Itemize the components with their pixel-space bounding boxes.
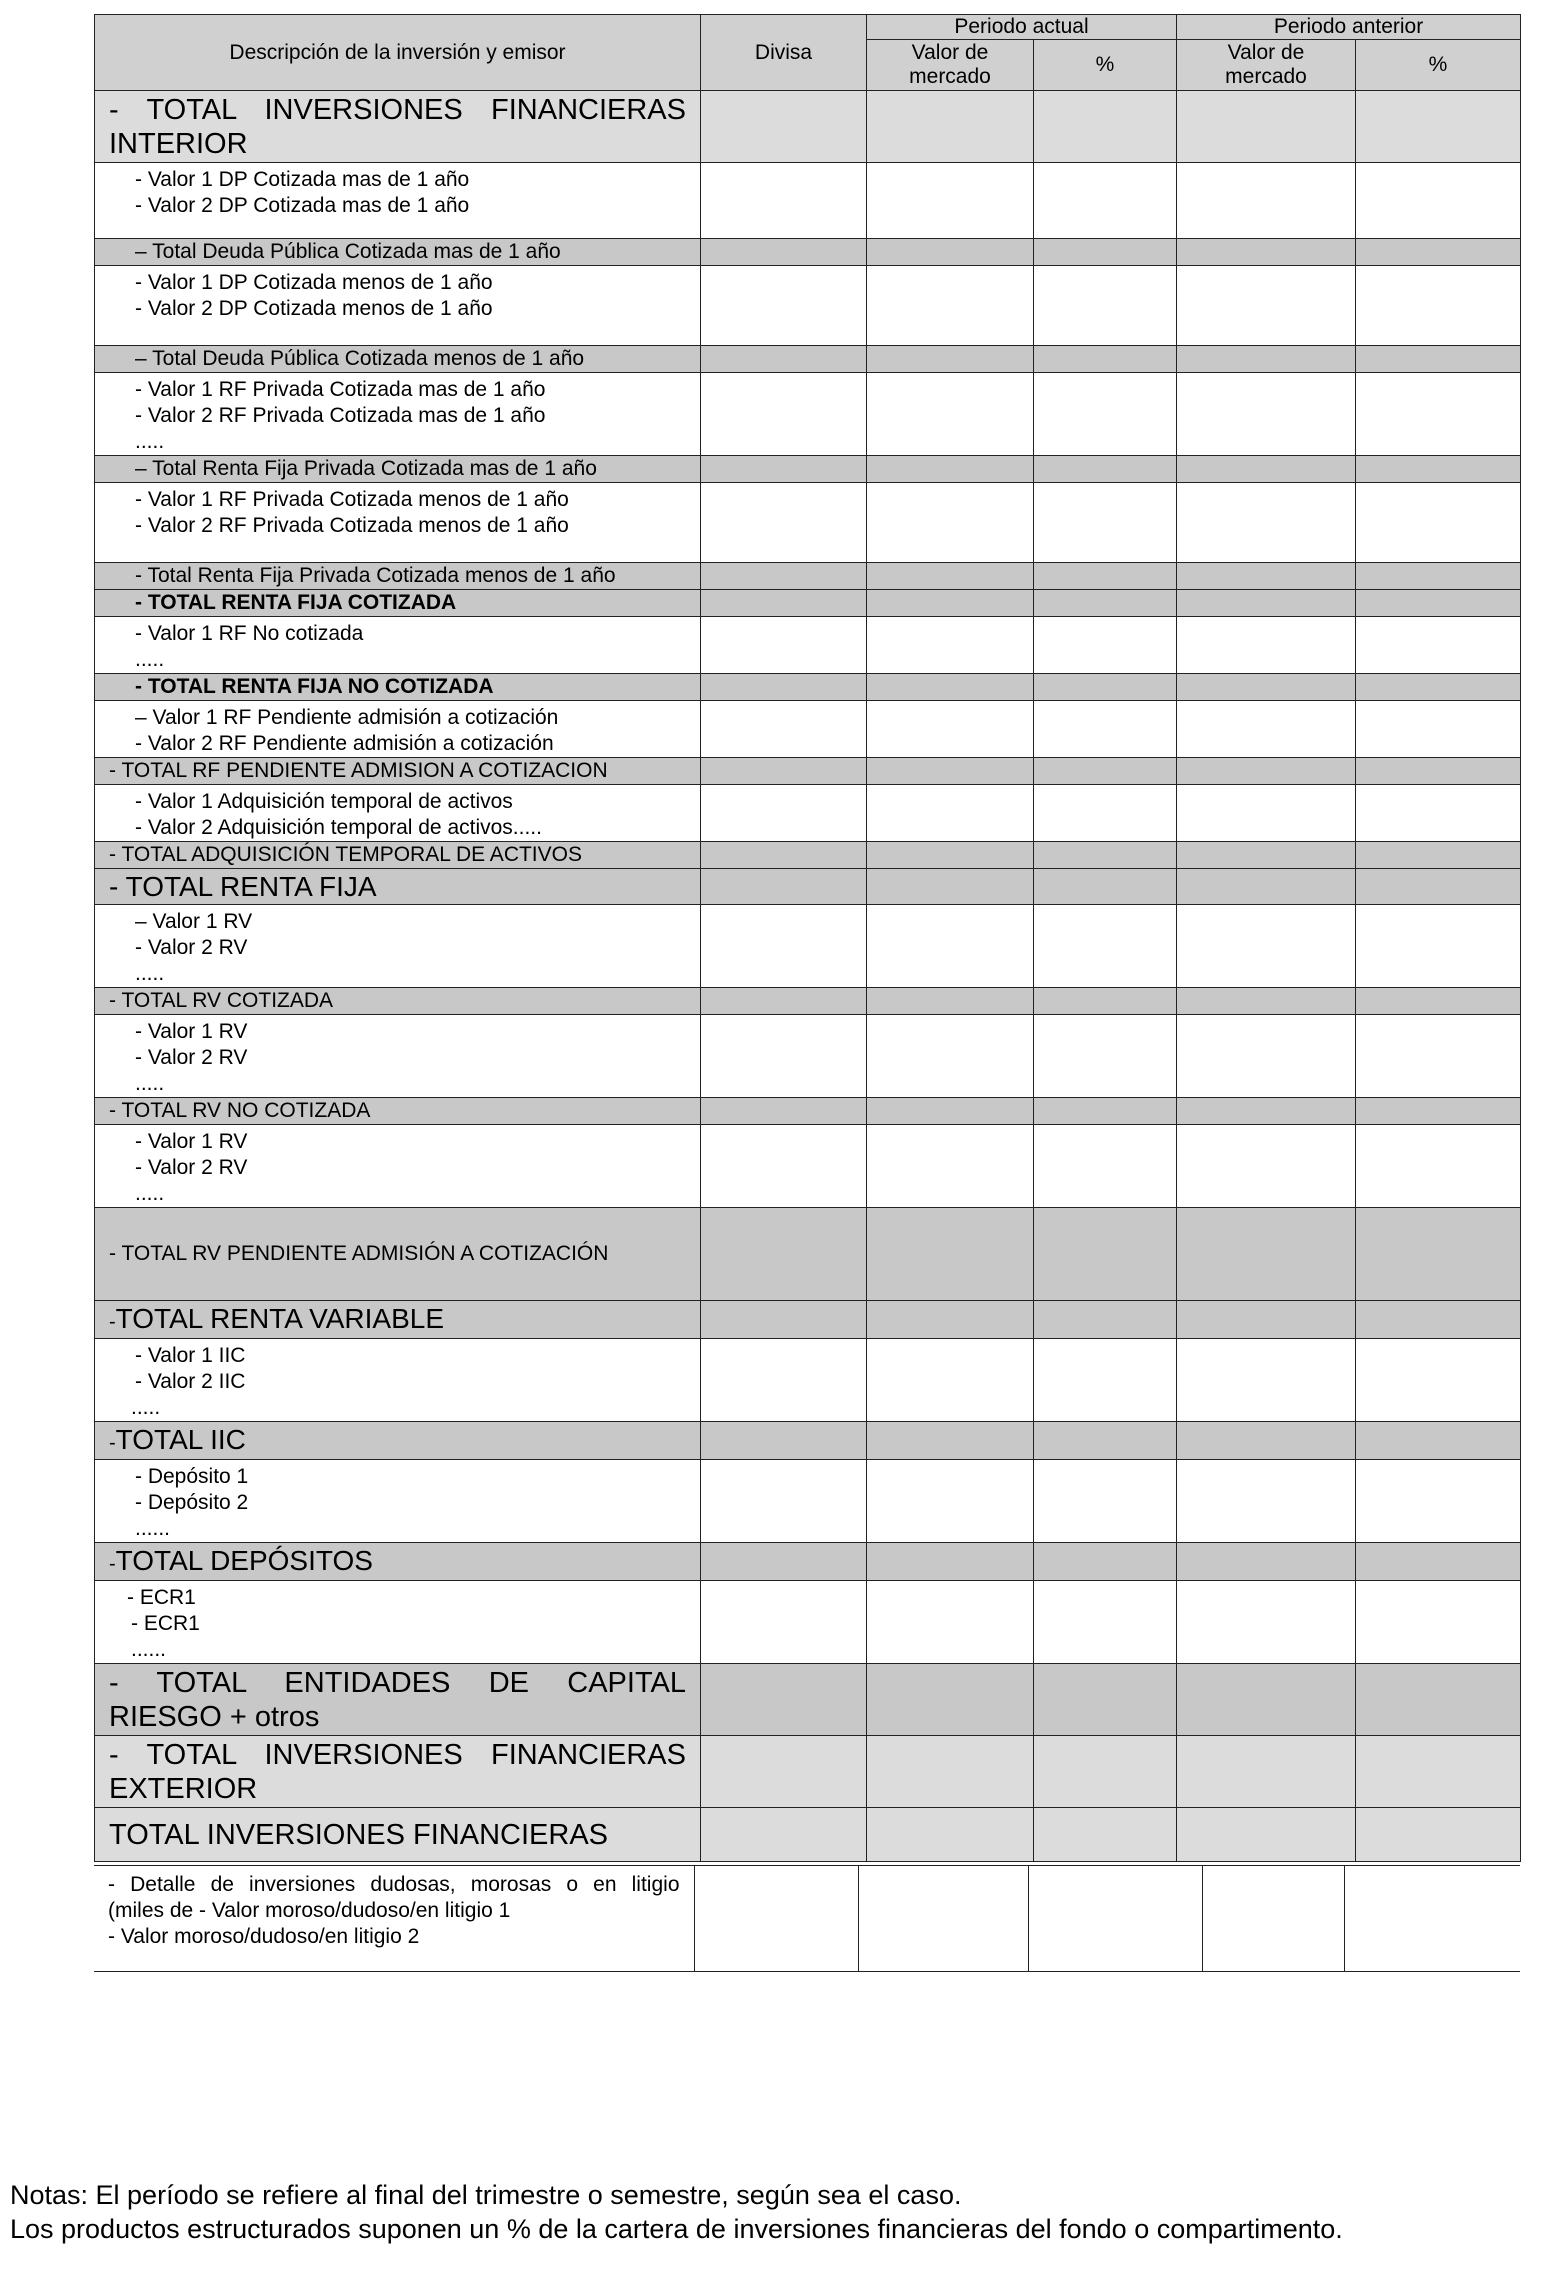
currency-column-header: Divisa: [701, 15, 867, 91]
list-item: [95, 1460, 1521, 1543]
list-item: [95, 266, 1521, 346]
rv-no-cot-items: - Valor 1 RV - Valor 2 RV .....: [95, 1015, 701, 1098]
total-row: [95, 1208, 1521, 1301]
list-item: [95, 701, 1521, 758]
total-row: [95, 674, 1521, 701]
total-row: [95, 1301, 1521, 1339]
total-interior-label: - TOTAL INVERSIONES FINANCIERAS INTERIOR: [95, 91, 701, 163]
total-inversiones-label: TOTAL INVERSIONES FINANCIERAS: [95, 1808, 701, 1862]
list-item: [95, 1339, 1521, 1422]
subtotal-row: [95, 239, 1521, 266]
list-item: [95, 373, 1521, 456]
rf-no-cot-items: - Valor 1 RF No cotizada .....: [95, 617, 701, 674]
total-row: [95, 758, 1521, 785]
list-item: [95, 163, 1521, 239]
depositos-items: - Depósito 1 - Depósito 2 ......: [95, 1460, 701, 1543]
note-line-1: Notas: El período se refiere al final del trimestre o semestre, según sea el caso.: [10, 2180, 962, 2210]
total-ecr-label: - TOTAL ENTIDADES DE CAPITAL RIESGO + otros: [95, 1664, 701, 1736]
total-rv-pendiente: - TOTAL RV PENDIENTE ADMISIÓN A COTIZACIÓN: [95, 1208, 701, 1301]
litigio-row: [94, 1866, 1520, 1972]
list-item: [95, 1015, 1521, 1098]
rv-pend-items: - Valor 1 RV - Valor 2 RV .....: [95, 1125, 701, 1208]
rf-menos-items: - Valor 1 RF Privada Cotizada menos de 1 año - Valor 2 RF Privada Cotizada menos de 1 año: [95, 483, 701, 563]
total-rf-no-cotizada: - TOTAL RENTA FIJA NO COTIZADA: [95, 674, 701, 701]
total-row: [95, 842, 1521, 869]
total-interior-row: [95, 91, 1521, 163]
ecr-items: - ECR1 - ECR1 ......: [95, 1581, 701, 1664]
current-percent-header: %: [1034, 40, 1177, 91]
total-rv-cotizada: - TOTAL RV COTIZADA: [95, 988, 701, 1015]
dp-menos-items: - Valor 1 DP Cotizada menos de 1 año - Valor 2 DP Cotizada menos de 1 año: [95, 266, 701, 346]
total-row: [95, 1422, 1521, 1460]
dp-mas-total: – Total Deuda Pública Cotizada mas de 1 año: [95, 239, 701, 266]
iic-items: - Valor 1 IIC - Valor 2 IIC .....: [95, 1339, 701, 1422]
rf-mas-items: - Valor 1 RF Privada Cotizada mas de 1 año - Valor 2 RF Privada Cotizada mas de 1 año .....: [95, 373, 701, 456]
total-row: [95, 1808, 1521, 1862]
subtotal-row: [95, 456, 1521, 483]
list-item: [95, 785, 1521, 842]
litigio-table: [94, 1865, 1520, 1972]
investment-portfolio-table: [94, 14, 1521, 1862]
list-item: [95, 483, 1521, 563]
adq-items: - Valor 1 Adquisición temporal de activos - Valor 2 Adquisición temporal de activos.....: [95, 785, 701, 842]
total-renta-fija: - TOTAL RENTA FIJA: [95, 869, 701, 905]
dp-mas-items: - Valor 1 DP Cotizada mas de 1 año - Valor 2 DP Cotizada mas de 1 año: [95, 163, 701, 239]
total-row: [95, 1543, 1521, 1581]
total-rf-cotizada: - TOTAL RENTA FIJA COTIZADA: [95, 590, 701, 617]
total-adquisicion: - TOTAL ADQUISICIÓN TEMPORAL DE ACTIVOS: [95, 842, 701, 869]
rv-cot-items: – Valor 1 RV - Valor 2 RV .....: [95, 905, 701, 988]
total-renta-variable: -TOTAL RENTA VARIABLE: [95, 1301, 701, 1339]
list-item: [95, 905, 1521, 988]
previous-market-value-header: Valor de mercado: [1177, 40, 1356, 91]
description-column-header: Descripción de la inversión y emisor: [95, 15, 701, 91]
litigio-description: - Detalle de inversiones dudosas, morosas o en litigio (miles de - Valor moroso/dudoso/en litigio 1 - Valor moroso/dudoso/en litigio 2: [94, 1866, 694, 1972]
subtotal-row: [95, 563, 1521, 590]
dp-menos-total: – Total Deuda Pública Cotizada menos de 1 año: [95, 346, 701, 373]
previous-period-header: Periodo anterior: [1177, 15, 1521, 40]
total-iic: -TOTAL IIC: [95, 1422, 701, 1460]
list-item: [95, 617, 1521, 674]
current-market-value-header: Valor de mercado: [867, 40, 1034, 91]
total-row: [95, 1736, 1521, 1808]
rf-pend-items: – Valor 1 RF Pendiente admisión a cotización - Valor 2 RF Pendiente admisión a cotización: [95, 701, 701, 758]
previous-percent-header: %: [1356, 40, 1521, 91]
subtotal-row: [95, 346, 1521, 373]
table-header-row: [95, 15, 1521, 40]
total-row: [95, 1098, 1521, 1125]
notes: [10, 2178, 1343, 2246]
rf-mas-total: – Total Renta Fija Privada Cotizada mas de 1 año: [95, 456, 701, 483]
list-item: [95, 1125, 1521, 1208]
total-rf-pendiente: - TOTAL RF PENDIENTE ADMISION A COTIZACION: [95, 758, 701, 785]
rf-menos-total: - Total Renta Fija Privada Cotizada menos de 1 año: [95, 563, 701, 590]
total-row: [95, 869, 1521, 905]
total-rv-no-cotizada: - TOTAL RV NO COTIZADA: [95, 1098, 701, 1125]
total-row: [95, 1664, 1521, 1736]
total-row: [95, 590, 1521, 617]
total-row: [95, 988, 1521, 1015]
list-item: [95, 1581, 1521, 1664]
total-depositos: -TOTAL DEPÓSITOS: [95, 1543, 701, 1581]
total-exterior-label: - TOTAL INVERSIONES FINANCIERAS EXTERIOR: [95, 1736, 701, 1808]
current-period-header: Periodo actual: [867, 15, 1177, 40]
note-line-2: Los productos estructurados suponen un % de la cartera de inversiones financieras del fondo o compartimento.: [10, 2214, 1343, 2244]
